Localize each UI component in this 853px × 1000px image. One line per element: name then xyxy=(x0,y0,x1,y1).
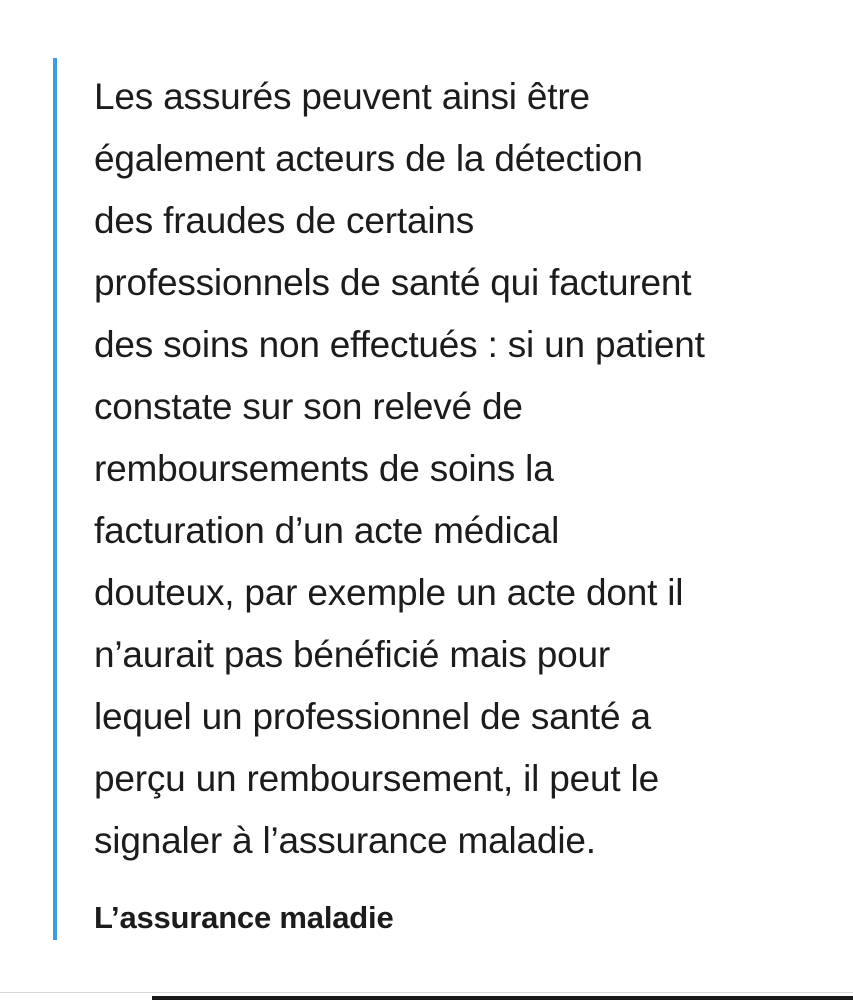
quote-line: des soins non effectués : si un patient xyxy=(94,324,705,365)
quote-line: également acteurs de la détection xyxy=(94,138,643,179)
bottom-rule xyxy=(152,996,853,1000)
quote-source: L’assurance maladie xyxy=(94,900,394,935)
quote-line: n’aurait pas bénéficié mais pour xyxy=(94,634,611,675)
quote-line: lequel un professionnel de santé a xyxy=(94,696,651,737)
quote-accent-bar xyxy=(53,58,57,940)
quote-line: signaler à l’assurance maladie. xyxy=(94,820,596,861)
quote-line: perçu un remboursement, il peut le xyxy=(94,758,659,799)
quote-line: remboursements de soins la xyxy=(94,448,554,489)
quote-line: facturation d’un acte médical xyxy=(94,510,560,551)
quote-line: des fraudes de certains xyxy=(94,200,475,241)
bottom-divider xyxy=(0,992,853,993)
quote-text xyxy=(94,66,705,872)
blockquote xyxy=(53,58,813,940)
quote-line: douteux, par exemple un acte dont il xyxy=(94,572,684,613)
quote-line: Les assurés peuvent ainsi être xyxy=(94,76,590,117)
quote-line: professionnels de santé qui facturent xyxy=(94,262,692,303)
quote-line: constate sur son relevé de xyxy=(94,386,523,427)
